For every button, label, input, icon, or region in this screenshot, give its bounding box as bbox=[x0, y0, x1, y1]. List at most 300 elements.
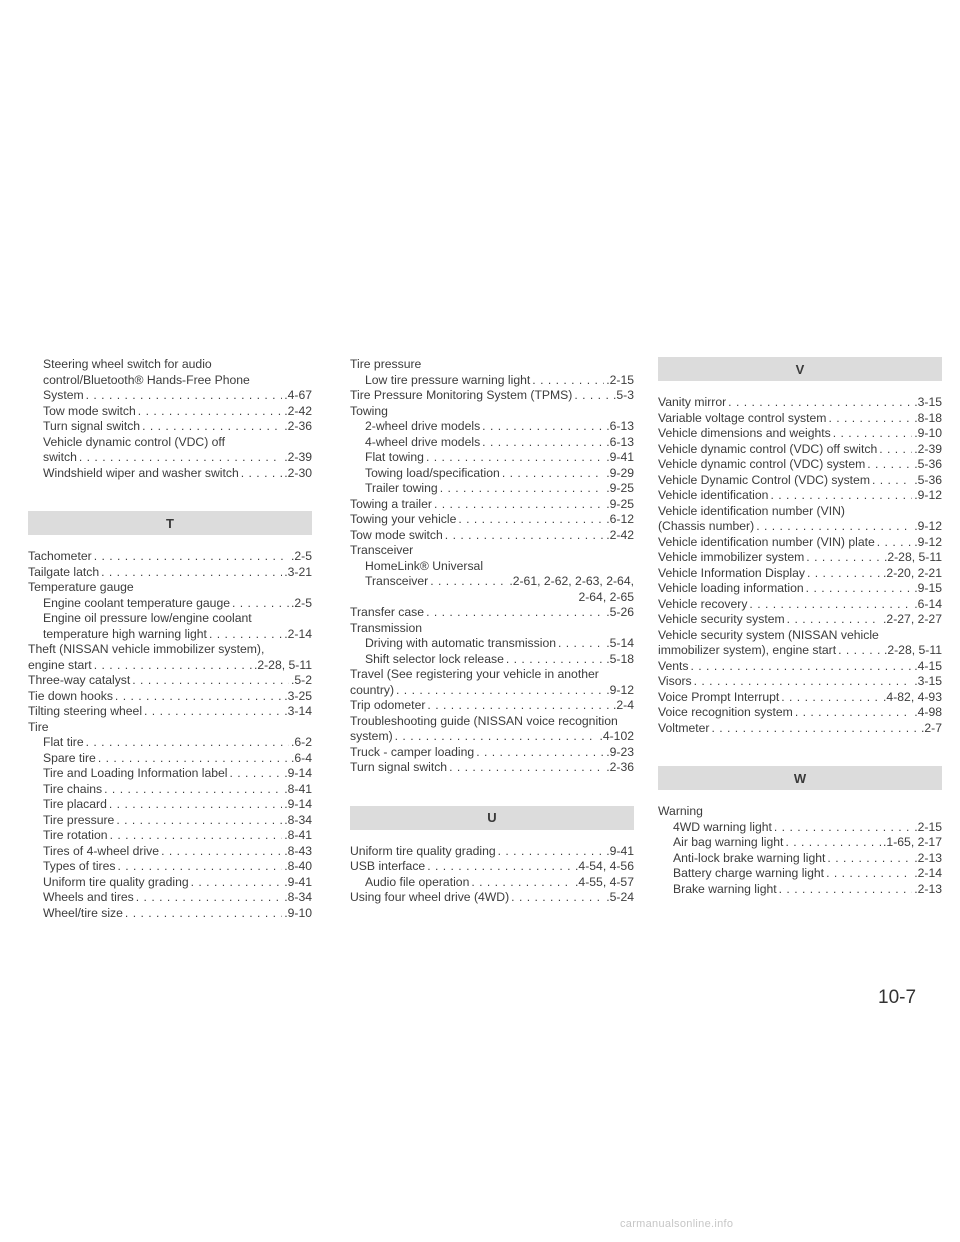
index-entry bbox=[350, 559, 634, 575]
index-entry-page: .2-15 bbox=[914, 819, 942, 834]
leader-dots bbox=[807, 566, 881, 582]
index-entry-page: .9-10 bbox=[284, 905, 312, 920]
index-column-1 bbox=[28, 357, 312, 921]
section-letter: U bbox=[487, 810, 497, 825]
index-entry-label: Battery charge warning light bbox=[673, 866, 825, 880]
index-entry-label: Towing a trailer bbox=[350, 496, 432, 511]
index-entry-label: Flat towing bbox=[365, 450, 424, 464]
index-entry-label: Vehicle identification number (VIN) bbox=[658, 503, 845, 518]
index-entry-page: .2-42 bbox=[284, 403, 312, 418]
index-entry-label: system) bbox=[350, 729, 393, 743]
index-entry bbox=[28, 611, 312, 627]
leader-dots bbox=[482, 435, 604, 451]
index-entry-label: Trailer towing bbox=[365, 481, 438, 495]
leader-dots bbox=[833, 426, 912, 442]
index-entry-label: 2-wheel drive models bbox=[365, 419, 481, 433]
index-entry bbox=[350, 357, 634, 373]
section-letter: V bbox=[795, 361, 805, 377]
index-entry-page: .9-23 bbox=[606, 744, 634, 759]
index-entry bbox=[658, 690, 942, 706]
index-entry bbox=[658, 581, 942, 597]
index-entry-page: .2-4 bbox=[612, 698, 634, 712]
index-entry-label: immobilizer system), engine start bbox=[658, 643, 837, 657]
index-entry bbox=[658, 395, 942, 411]
leader-dots bbox=[781, 690, 881, 706]
leader-dots bbox=[471, 875, 573, 891]
index-column-3 bbox=[658, 357, 942, 897]
index-entry-page: .9-41 bbox=[284, 874, 312, 889]
index-entry-page: .2-30 bbox=[284, 465, 312, 480]
index-entry-label: Wheels and tires bbox=[43, 890, 134, 904]
index-entry-label: Towing bbox=[350, 403, 388, 418]
index-entry-label: Low tire pressure warning light bbox=[365, 372, 531, 387]
leader-dots bbox=[426, 450, 604, 466]
leader-dots bbox=[826, 866, 912, 882]
index-entry bbox=[658, 426, 942, 442]
index-entry-page: .2-15 bbox=[606, 372, 634, 387]
leader-dots bbox=[86, 388, 283, 404]
leader-dots bbox=[427, 698, 611, 714]
index-entry bbox=[28, 906, 312, 922]
index-entry bbox=[28, 813, 312, 829]
index-entry-label: Tire placard bbox=[43, 797, 107, 811]
index-entry bbox=[350, 450, 634, 466]
index-entry bbox=[350, 574, 634, 590]
leader-dots bbox=[728, 395, 912, 411]
index-entry bbox=[350, 745, 634, 761]
index-entry bbox=[350, 543, 634, 559]
index-entry bbox=[28, 673, 312, 689]
index-entry-label: Warning bbox=[658, 804, 703, 818]
leader-dots bbox=[867, 457, 912, 473]
index-entry-label: Types of tires bbox=[43, 859, 116, 873]
leader-dots bbox=[144, 704, 282, 720]
index-entry bbox=[350, 729, 634, 745]
section-spacer bbox=[658, 736, 942, 766]
index-entry bbox=[350, 714, 634, 730]
index-entry-label: control/Bluetooth® Hands-Free Phone bbox=[43, 372, 250, 387]
index-entry-page: .2-13 bbox=[914, 881, 942, 896]
leader-dots bbox=[232, 596, 289, 612]
leader-dots bbox=[770, 488, 912, 504]
leader-dots bbox=[430, 574, 507, 590]
index-entry-page: .2-27, 2-27 bbox=[883, 612, 942, 626]
leader-dots bbox=[142, 419, 282, 435]
leader-dots bbox=[877, 535, 912, 551]
index-entry-label: Voltmeter bbox=[658, 720, 710, 735]
index-entry bbox=[28, 782, 312, 798]
index-entry-label: Tire pressure bbox=[350, 357, 422, 371]
index-entry bbox=[658, 488, 942, 504]
index-entry bbox=[350, 683, 634, 699]
leader-dots bbox=[774, 820, 912, 836]
index-entry bbox=[28, 565, 312, 581]
leader-dots bbox=[138, 404, 282, 420]
leader-dots bbox=[109, 797, 282, 813]
leader-dots bbox=[117, 859, 282, 875]
index-entry bbox=[658, 882, 942, 898]
index-entry-label: Tie down hooks bbox=[28, 688, 113, 703]
index-entry-page: .5-2 bbox=[290, 673, 312, 687]
watermark[interactable]: carmanualsonline.info bbox=[620, 1218, 734, 1230]
index-entry-label: Tire bbox=[28, 719, 49, 734]
index-entry-label: Vehicle dynamic control (VDC) off switch bbox=[658, 441, 878, 456]
index-entry-page: .2-7 bbox=[920, 720, 942, 735]
index-entry bbox=[350, 760, 634, 776]
section-spacer bbox=[350, 776, 634, 806]
index-entry-label: Tow mode switch bbox=[43, 403, 136, 418]
index-entry bbox=[28, 373, 312, 389]
leader-dots bbox=[458, 512, 604, 528]
index-entry-page: .3-15 bbox=[914, 395, 942, 409]
index-entry-page: .8-40 bbox=[284, 859, 312, 873]
index-entry-label: Visors bbox=[658, 674, 692, 688]
index-entry bbox=[658, 519, 942, 535]
index-entry-page: .6-2 bbox=[290, 735, 312, 749]
index-entry bbox=[350, 605, 634, 621]
leader-dots bbox=[785, 835, 881, 851]
leader-dots bbox=[434, 497, 604, 513]
leader-dots bbox=[574, 388, 611, 404]
leader-dots bbox=[691, 659, 913, 675]
index-entry-label: Vehicle dynamic control (VDC) system bbox=[658, 457, 866, 471]
index-entry bbox=[350, 512, 634, 528]
leader-dots bbox=[828, 411, 912, 427]
index-entry bbox=[350, 844, 634, 860]
index-entry bbox=[350, 419, 634, 435]
index-entry-page: .2-13 bbox=[914, 850, 942, 865]
index-entry-page: .6-12 bbox=[606, 512, 634, 526]
index-entry bbox=[658, 504, 942, 520]
index-entry-label: Vehicle identification bbox=[658, 488, 769, 502]
index-entry-page: .8-41 bbox=[284, 828, 312, 842]
index-entry-page: .9-41 bbox=[606, 843, 634, 858]
index-entry bbox=[658, 643, 942, 659]
index-entry-page: .2-28, 5-11 bbox=[883, 550, 942, 564]
leader-dots bbox=[426, 605, 604, 621]
index-entry bbox=[28, 466, 312, 482]
leader-dots bbox=[132, 673, 289, 689]
index-entry bbox=[658, 473, 942, 489]
leader-dots bbox=[838, 643, 882, 659]
index-entry bbox=[658, 411, 942, 427]
index-entry-page: .9-41 bbox=[606, 450, 634, 464]
index-entry-page: .8-41 bbox=[284, 781, 312, 796]
index-entry-page: .2-20, 2-21 bbox=[883, 565, 942, 580]
leader-dots bbox=[104, 782, 282, 798]
leader-dots bbox=[230, 766, 283, 782]
index-entry-page: .5-36 bbox=[914, 457, 942, 471]
index-entry bbox=[28, 642, 312, 658]
index-entry-label: Turn signal switch bbox=[350, 760, 448, 774]
index-page-continuation: 2-64, 2-65 bbox=[578, 589, 634, 604]
index-entry-label: Vehicle loading information bbox=[658, 581, 804, 595]
index-entry-label: Brake warning light bbox=[673, 881, 777, 896]
index-entry-label: Vents bbox=[658, 658, 689, 673]
index-entry bbox=[28, 859, 312, 875]
index-entry-page: .2-39 bbox=[284, 450, 312, 464]
index-entry-page: .5-36 bbox=[914, 472, 942, 487]
index-entry-page: .9-14 bbox=[284, 797, 312, 811]
index-entry bbox=[350, 528, 634, 544]
index-entry bbox=[28, 627, 312, 643]
index-entry bbox=[350, 373, 634, 389]
index-entry bbox=[350, 698, 634, 714]
index-entry-page: .2-28, 5-11 bbox=[883, 643, 942, 657]
index-entry bbox=[658, 535, 942, 551]
index-entry bbox=[28, 844, 312, 860]
index-entry-page: .8-43 bbox=[284, 843, 312, 858]
index-entry bbox=[350, 667, 634, 683]
index-entry bbox=[350, 636, 634, 652]
index-entry-label: Audio file operation bbox=[365, 874, 470, 889]
index-entry bbox=[658, 804, 942, 820]
leader-dots bbox=[191, 875, 283, 891]
leader-dots bbox=[116, 813, 282, 829]
index-entry-page: .3-25 bbox=[284, 688, 312, 703]
leader-dots bbox=[498, 844, 605, 860]
leader-dots bbox=[879, 442, 912, 458]
index-entry bbox=[28, 828, 312, 844]
index-entry-page: .4-54, 4-56 bbox=[575, 859, 634, 873]
index-entry-label: Windshield wiper and washer switch bbox=[43, 465, 239, 480]
index-entry-page: .9-25 bbox=[606, 496, 634, 511]
leader-dots bbox=[125, 906, 282, 922]
index-entry-label: country) bbox=[350, 682, 395, 697]
index-entry bbox=[658, 566, 942, 582]
leader-dots bbox=[98, 751, 289, 767]
leader-dots bbox=[86, 735, 289, 751]
index-entry-page: .5-3 bbox=[612, 388, 634, 402]
index-entry bbox=[28, 388, 312, 404]
index-entry-label: Shift selector lock release bbox=[365, 651, 504, 666]
leader-dots bbox=[694, 674, 913, 690]
index-entry bbox=[658, 612, 942, 628]
index-entry-page: .9-14 bbox=[284, 766, 312, 780]
index-entry-page: .2-5 bbox=[290, 549, 312, 563]
index-entry bbox=[658, 705, 942, 721]
leader-dots bbox=[445, 528, 604, 544]
index-entry-label: Transceiver bbox=[350, 543, 414, 557]
index-entry-page: .2-14 bbox=[914, 866, 942, 880]
leader-dots bbox=[532, 373, 604, 389]
index-entry-label: Vehicle immobilizer system bbox=[658, 550, 805, 564]
index-entry-label: engine start bbox=[28, 657, 92, 672]
index-entry bbox=[28, 580, 312, 596]
leader-dots bbox=[136, 890, 282, 906]
index-entry-label: Engine oil pressure low/engine coolant bbox=[43, 611, 252, 625]
leader-dots bbox=[476, 745, 604, 761]
leader-dots bbox=[395, 729, 598, 745]
index-entry-label: Transceiver bbox=[365, 574, 429, 588]
index-entry-page: .6-13 bbox=[606, 434, 634, 449]
index-entry-label: Transmission bbox=[350, 620, 423, 635]
index-entry-label: Trip odometer bbox=[350, 698, 426, 712]
index-entry-label: Steering wheel switch for audio bbox=[43, 357, 212, 371]
index-entry bbox=[28, 751, 312, 767]
index-entry-page: .3-14 bbox=[284, 704, 312, 718]
index-entry-label: Tire Pressure Monitoring System (TPMS) bbox=[350, 388, 573, 402]
page-number: 10-7 bbox=[878, 987, 917, 1008]
index-entry-label: Three-way catalyst bbox=[28, 673, 131, 687]
index-entry-page: .2-36 bbox=[606, 760, 634, 774]
index-entry-label: Troubleshooting guide (NISSAN voice recognition bbox=[350, 713, 618, 728]
index-entry bbox=[350, 652, 634, 668]
index-entry bbox=[28, 890, 312, 906]
index-entry-label: Uniform tire quality grading bbox=[350, 843, 496, 858]
index-entry-label: HomeLink® Universal bbox=[365, 558, 484, 573]
leader-dots bbox=[94, 549, 289, 565]
index-entry-label: Tilting steering wheel bbox=[28, 704, 143, 718]
index-entry bbox=[28, 404, 312, 420]
index-column-2 bbox=[350, 357, 634, 906]
index-entry-label: Tire rotation bbox=[43, 828, 108, 842]
leader-dots bbox=[506, 652, 604, 668]
index-entry-label: Theft (NISSAN vehicle immobilizer system), bbox=[28, 642, 265, 656]
index-entry-page: .4-15 bbox=[914, 658, 942, 673]
index-entry-page: .2-28, 5-11 bbox=[253, 657, 312, 672]
index-entry-label: switch bbox=[43, 450, 77, 464]
index-entry-label: temperature high warning light bbox=[43, 626, 207, 641]
index-entry bbox=[350, 481, 634, 497]
index-entry-page: .8-34 bbox=[284, 890, 312, 904]
index-entry bbox=[658, 442, 942, 458]
index-entry bbox=[28, 689, 312, 705]
leader-dots bbox=[94, 658, 252, 674]
index-entry-page: .9-12 bbox=[914, 488, 942, 502]
leader-dots bbox=[115, 689, 282, 705]
leader-dots bbox=[872, 473, 912, 489]
index-entry bbox=[658, 457, 942, 473]
section-letter: T bbox=[166, 515, 174, 531]
index-entry-page: .8-34 bbox=[284, 812, 312, 827]
index-entry bbox=[350, 890, 634, 906]
index-entry-label: Using four wheel drive (4WD) bbox=[350, 890, 510, 904]
leader-dots bbox=[827, 851, 912, 867]
index-entry-label: Tire chains bbox=[43, 781, 103, 796]
index-entry-label: Vanity mirror bbox=[658, 395, 727, 409]
leader-dots bbox=[440, 481, 605, 497]
index-entry-label: Spare tire bbox=[43, 750, 96, 765]
index-entry-page: .4-55, 4-57 bbox=[575, 874, 634, 889]
index-entry-page: .6-13 bbox=[606, 419, 634, 433]
index-entry-page: .2-14 bbox=[284, 626, 312, 641]
index-entry-page: .5-18 bbox=[606, 651, 634, 666]
index-entry bbox=[350, 435, 634, 451]
index-entry bbox=[658, 721, 942, 737]
index-entry-label: Tachometer bbox=[28, 549, 92, 563]
leader-dots bbox=[749, 597, 912, 613]
index-entry bbox=[28, 658, 312, 674]
section-header-v bbox=[658, 357, 942, 381]
index-entry-page: .2-42 bbox=[606, 527, 634, 542]
index-entry-label: Engine coolant temperature gauge bbox=[43, 595, 231, 610]
index-entry-page: .4-98 bbox=[914, 705, 942, 719]
index-entry-page: .3-15 bbox=[914, 674, 942, 688]
index-entry-page: .9-29 bbox=[606, 465, 634, 480]
index-entry-page: .2-39 bbox=[914, 441, 942, 456]
index-entry bbox=[658, 866, 942, 882]
index-entry-page: .6-14 bbox=[914, 596, 942, 611]
index-entry-label: Truck - camper loading bbox=[350, 744, 475, 759]
leader-dots bbox=[110, 828, 283, 844]
leader-dots bbox=[511, 890, 604, 906]
index-entry-label: Vehicle dimensions and weights bbox=[658, 426, 831, 440]
index-entry-page: .2-36 bbox=[284, 419, 312, 433]
index-entry bbox=[350, 466, 634, 482]
index-entry bbox=[350, 621, 634, 637]
index-entry-label: Uniform tire quality grading bbox=[43, 874, 189, 889]
index-entry-label: USB interface bbox=[350, 859, 426, 873]
index-entry-page: .9-12 bbox=[914, 534, 942, 549]
index-entry-page: .4-102 bbox=[599, 729, 634, 743]
index-entry-page: .2-5 bbox=[290, 595, 312, 610]
index-entry-label: Tires of 4-wheel drive bbox=[43, 843, 160, 858]
leader-dots bbox=[795, 705, 912, 721]
leader-dots bbox=[806, 581, 913, 597]
index-entry-page: .8-18 bbox=[914, 410, 942, 425]
index-entry-label: Tailgate latch bbox=[28, 564, 100, 579]
index-entry-page: .6-4 bbox=[290, 750, 312, 765]
index-entry-label: Vehicle Information Display bbox=[658, 565, 805, 580]
index-entry bbox=[658, 659, 942, 675]
index-entry-label: 4WD warning light bbox=[673, 819, 772, 834]
index-entry bbox=[28, 435, 312, 451]
index-entry-label: Tow mode switch bbox=[350, 527, 443, 542]
index-entry bbox=[28, 450, 312, 466]
index-entry-label: Vehicle dynamic control (VDC) off bbox=[43, 434, 225, 449]
index-entry bbox=[28, 704, 312, 720]
leader-dots bbox=[502, 466, 604, 482]
index-entry bbox=[350, 875, 634, 891]
leader-dots bbox=[787, 612, 881, 628]
index-entry-label: System bbox=[43, 388, 84, 402]
index-entry-label: Vehicle security system bbox=[658, 612, 785, 626]
index-entry-page: .3-21 bbox=[284, 564, 312, 579]
index-entry-label: Towing load/specification bbox=[365, 465, 500, 480]
leader-dots bbox=[779, 882, 913, 898]
leader-dots bbox=[756, 519, 912, 535]
index-entry-label: Vehicle identification number (VIN) plate bbox=[658, 534, 875, 549]
index-entry-label: Temperature gauge bbox=[28, 580, 134, 594]
index-entry bbox=[28, 797, 312, 813]
index-entry bbox=[350, 404, 634, 420]
index-entry bbox=[28, 596, 312, 612]
leader-dots bbox=[711, 721, 919, 737]
index-entry-label: Vehicle Dynamic Control (VDC) system bbox=[658, 472, 870, 487]
leader-dots bbox=[558, 636, 604, 652]
index-entry-page: .9-25 bbox=[606, 481, 634, 495]
leader-dots bbox=[241, 466, 282, 482]
index-entry bbox=[28, 766, 312, 782]
index-entry-label: Voice Prompt Interrupt bbox=[658, 689, 780, 704]
index-entry-label: Wheel/tire size bbox=[43, 905, 123, 920]
index-entry-label: Vehicle security system (NISSAN vehicle bbox=[658, 627, 879, 642]
index-entry bbox=[28, 419, 312, 435]
index-entry bbox=[658, 820, 942, 836]
index-entry-page: .4-82, 4-93 bbox=[883, 689, 942, 704]
index-entry bbox=[658, 597, 942, 613]
section-header-w bbox=[658, 766, 942, 790]
leader-dots bbox=[427, 859, 573, 875]
index-entry-label: Flat tire bbox=[43, 735, 84, 749]
index-entry-page: .5-26 bbox=[606, 605, 634, 619]
index-entry bbox=[28, 357, 312, 373]
leader-dots bbox=[396, 683, 604, 699]
section-spacer bbox=[28, 481, 312, 511]
index-entry-label: Air bag warning light bbox=[673, 835, 784, 849]
index-entry-label: Driving with automatic transmission bbox=[365, 636, 557, 650]
